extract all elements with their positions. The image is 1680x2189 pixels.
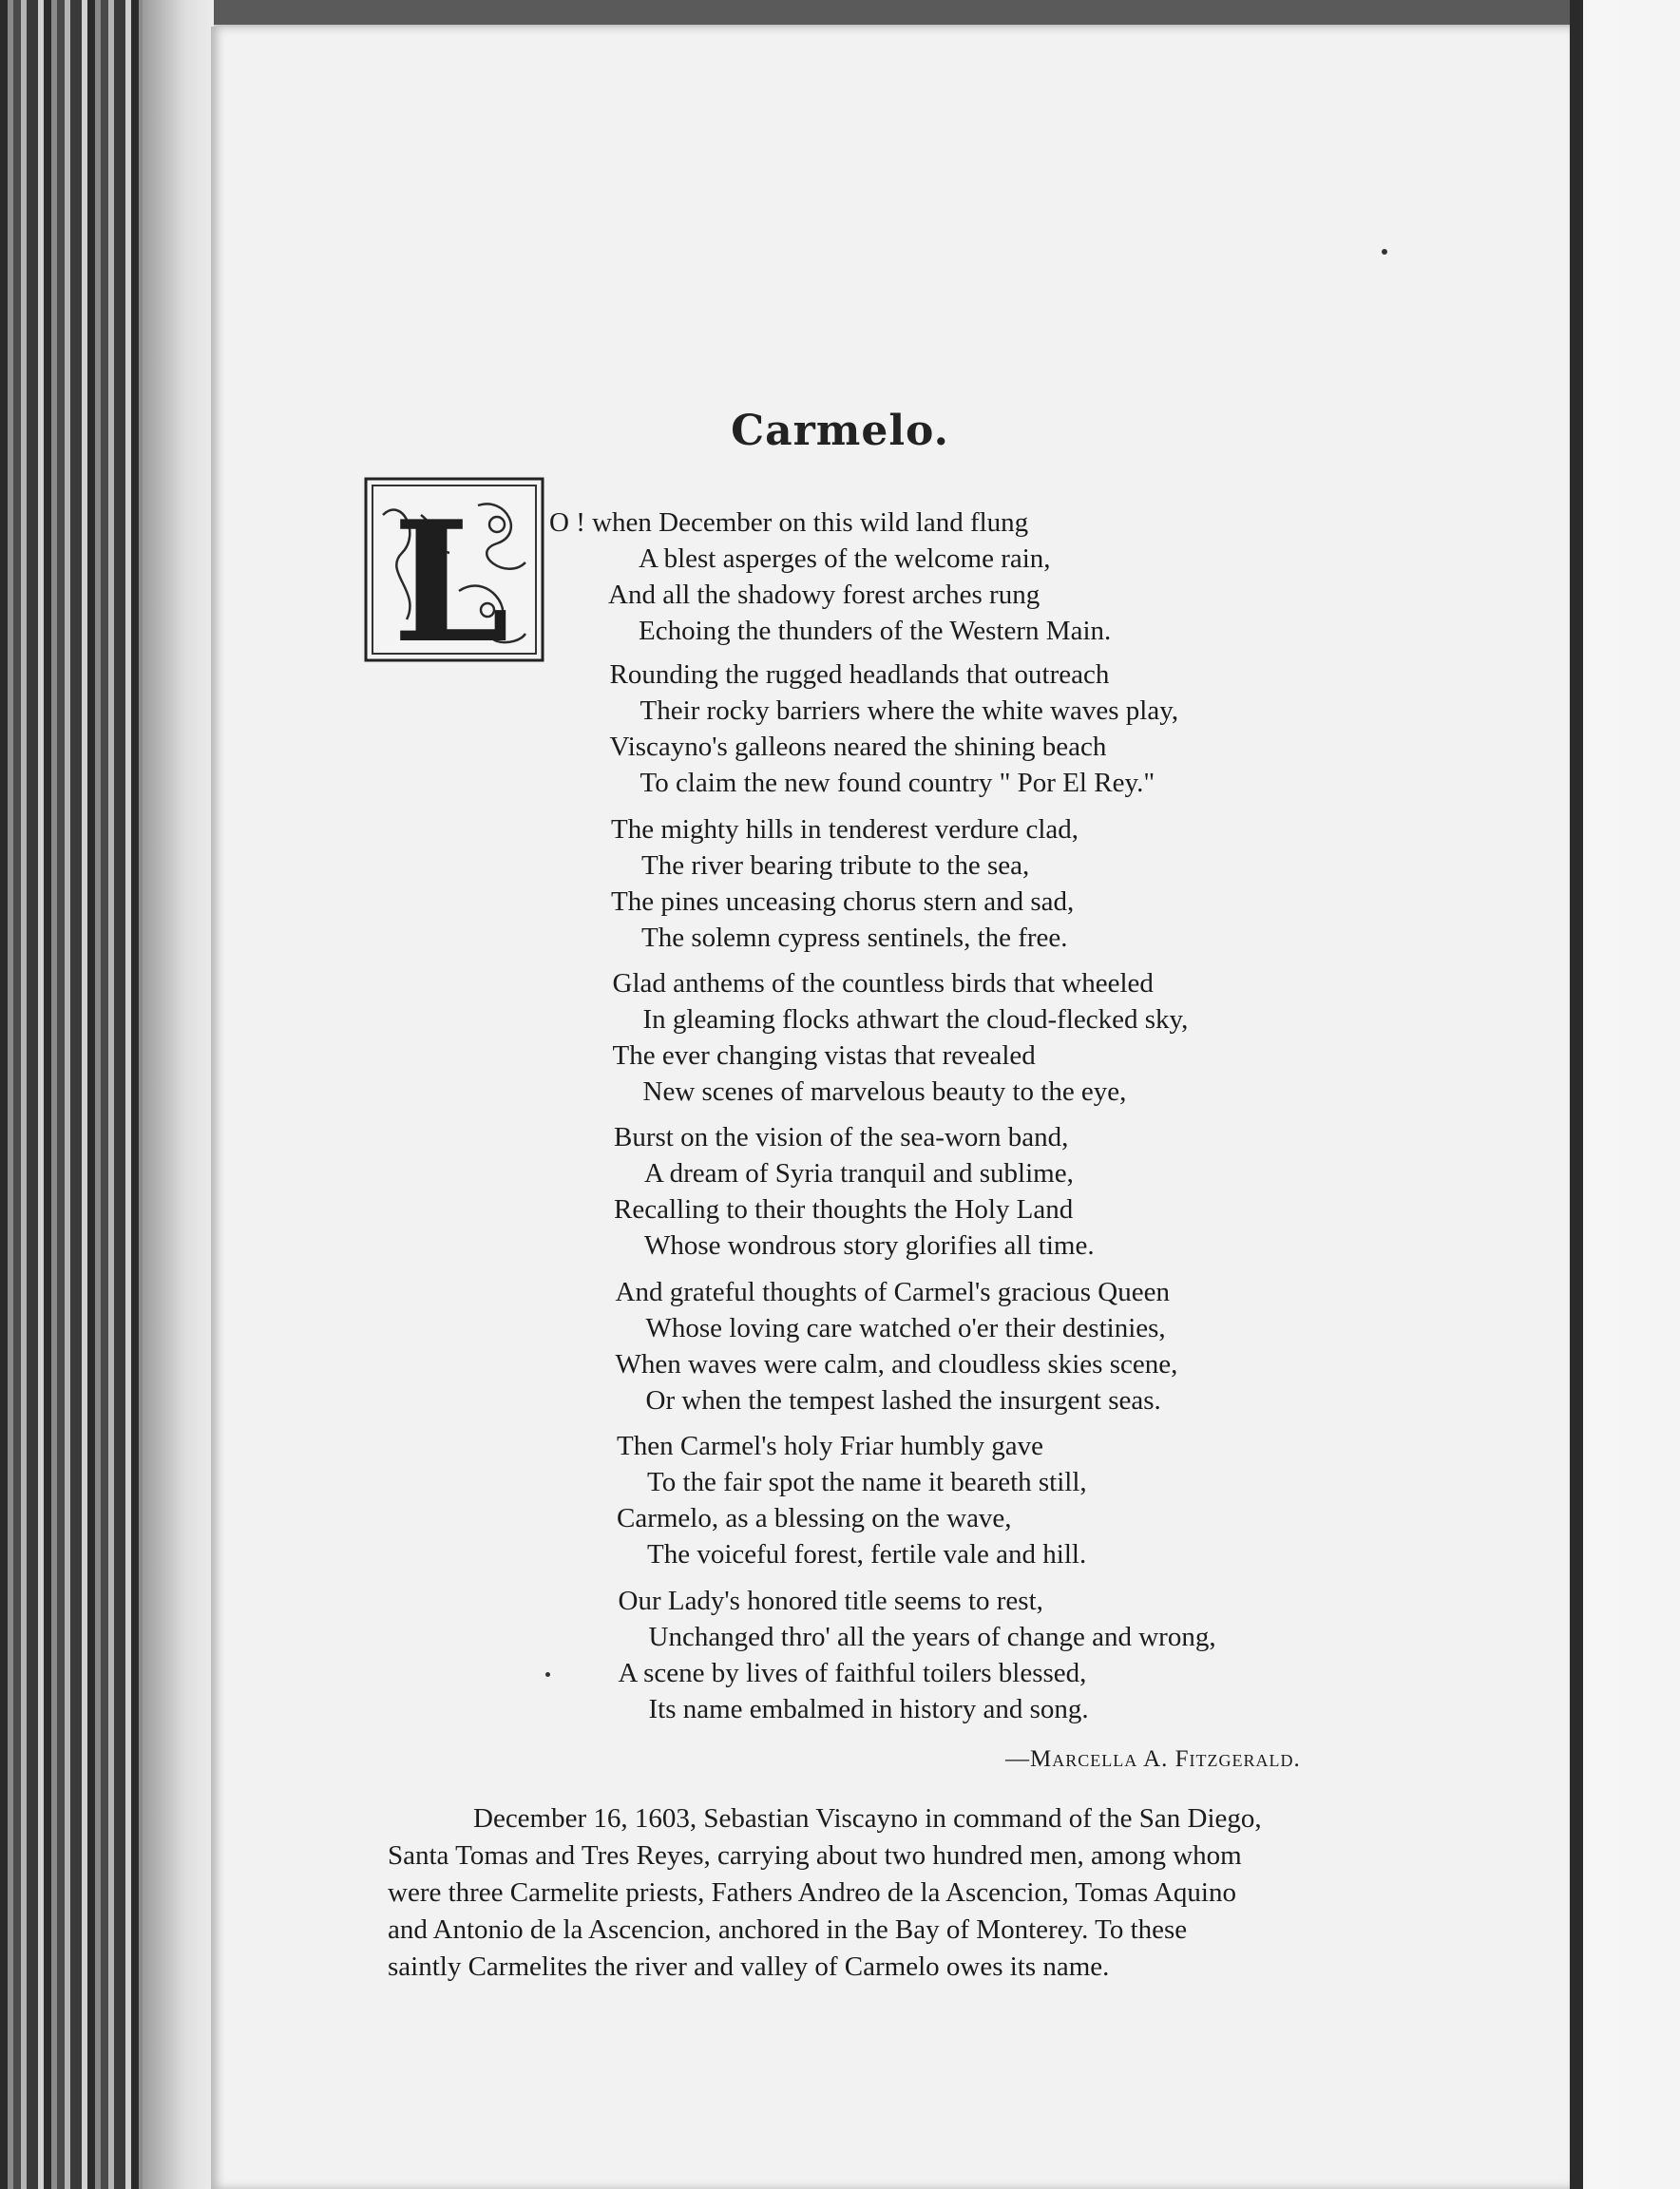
poem-line: The pines unceasing chorus stern and sad, [611, 886, 1075, 917]
prose-line: and Antonio de la Ascencion, anchored in the Bay of Monterey. To these [388, 1914, 1188, 1945]
ink-speck [545, 1672, 550, 1677]
poem-line: Carmelo, as a blessing on the wave, [617, 1503, 1012, 1533]
poem-line: Burst on the vision of the sea-worn band, [614, 1122, 1069, 1152]
poem-line: When waves were calm, and cloudless skies scene, [615, 1349, 1178, 1380]
poem-line: Our Lady's honored title seems to rest, [618, 1586, 1043, 1616]
facing-page-edge [1570, 0, 1680, 2189]
poem-line: And all the shadowy forest arches rung [608, 580, 1040, 610]
page-title: Carmelo. [731, 407, 949, 455]
poem-line: Echoing the thunders of the Western Main. [639, 616, 1112, 646]
poem-line: The mighty hills in tenderest verdure clad, [611, 814, 1079, 845]
poem-line: Whose loving care watched o'er their destinies, [645, 1313, 1166, 1343]
book-page-edges [0, 0, 214, 2189]
poem-line: A blest asperges of the welcome rain, [639, 543, 1051, 574]
poem-line: In gleaming flocks athwart the cloud-flecked sky, [642, 1004, 1189, 1035]
poem-line: The solemn cypress sentinels, the free. [641, 923, 1068, 953]
poem-line: New scenes of marvelous beauty to the eye, [642, 1076, 1127, 1107]
prose-line: Santa Tomas and Tres Reyes, carrying about two hundred men, among whom [388, 1840, 1242, 1871]
poem-line: Viscayno's galleons neared the shining beach [609, 732, 1107, 762]
poem-line: A scene by lives of faithful toilers blessed, [618, 1658, 1087, 1688]
poem-author: —Marcella A. Fitzgerald. [1005, 1746, 1301, 1772]
poem-line: To the fair spot the name it beareth still, [647, 1467, 1087, 1497]
poem-line: Their rocky barriers where the white waves play, [640, 695, 1179, 726]
illuminated-initial-icon [364, 477, 544, 662]
poem-line: The ever changing vistas that revealed [612, 1040, 1036, 1071]
poem-line: A dream of Syria tranquil and sublime, [644, 1158, 1074, 1189]
book-top-edge [38, 0, 1596, 25]
poem-line: And grateful thoughts of Carmel's gracious Queen [615, 1277, 1170, 1307]
poem-line: Recalling to their thoughts the Holy Land [614, 1194, 1074, 1225]
poem-line: The voiceful forest, fertile vale and hill. [647, 1539, 1087, 1570]
poem-line: Rounding the rugged headlands that outreach [609, 659, 1110, 690]
prose-line: were three Carmelite priests, Fathers Andreo de la Ascencion, Tomas Aquino [388, 1877, 1236, 1908]
poem-line: Glad anthems of the countless birds that wheeled [612, 968, 1154, 999]
ink-speck [1382, 249, 1387, 255]
poem-line: O ! when December on this wild land flung [549, 507, 1029, 538]
poem-line: To claim the new found country " Por El Rey." [640, 768, 1155, 798]
prose-line: saintly Carmelites the river and valley of Carmelo owes its name. [388, 1951, 1110, 1982]
poem-line: Its name embalmed in history and song. [648, 1694, 1089, 1724]
poem-line: Unchanged thro' all the years of change and wrong, [648, 1622, 1216, 1652]
poem-line: Whose wondrous story glorifies all time. [644, 1230, 1095, 1261]
poem-line: Then Carmel's holy Friar humbly gave [617, 1431, 1043, 1461]
prose-line: December 16, 1603, Sebastian Viscayno in command of the San Diego, [473, 1803, 1262, 1834]
poem-line: Or when the tempest lashed the insurgent seas. [645, 1385, 1161, 1416]
svg-text:L: L [392, 485, 510, 662]
poem-line: The river bearing tribute to the sea, [641, 850, 1030, 881]
